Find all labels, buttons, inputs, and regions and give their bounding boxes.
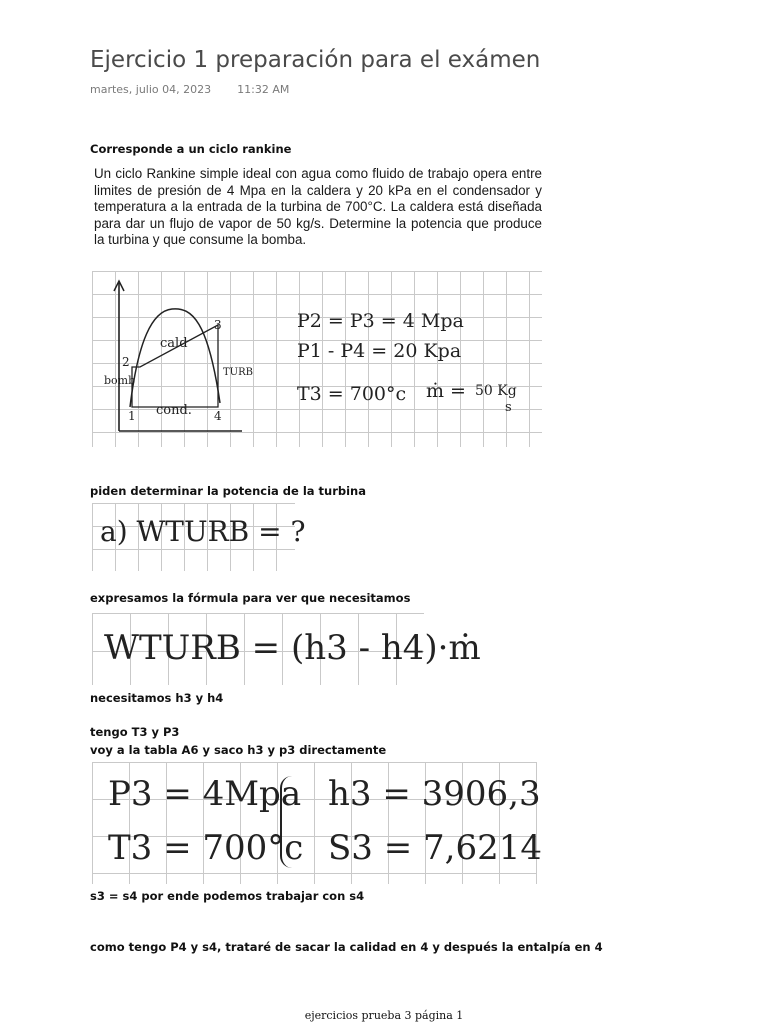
eq-pressure-high: P2 = P3 = 4 Mpa: [297, 310, 464, 332]
page-title: Ejercicio 1 preparación para el exámen: [90, 47, 541, 73]
page-footer: ejercicios prueba 3 página 1: [304, 1009, 464, 1022]
post-time: 11:32 AM: [237, 83, 290, 96]
note-table: voy a la tabla A6 y saco h3 y p3 directamente: [90, 743, 387, 757]
eq-mass-flow-num: 50 Kg: [475, 383, 517, 399]
note-next-step: como tengo P4 y s4, trataré de sacar la calidad en 4 y después la entalpía en 4: [90, 940, 603, 954]
label-bomba: bomb: [104, 374, 136, 387]
formula-image: [92, 613, 481, 685]
eq-pressure-low: P1 - P4 = 20 Kpa: [297, 340, 462, 362]
eq-mass-flow-den: s: [505, 400, 512, 415]
question-text: a) WTURB = ?: [100, 515, 306, 548]
label-cald: cald: [160, 336, 188, 351]
note-piden: piden determinar la potencia de la turbina: [90, 484, 367, 498]
sketch-grid-image: [92, 271, 542, 447]
note-intro: Corresponde a un ciclo rankine: [90, 142, 292, 156]
brace-mark: [280, 776, 304, 868]
label-state-1: 1: [128, 409, 136, 423]
value-t3: T3 = 700°c: [108, 828, 304, 868]
label-state-2: 2: [122, 355, 130, 369]
note-formula: expresamos la fórmula para ver que necesitamos: [90, 591, 411, 605]
label-state-3: 3: [214, 318, 222, 332]
note-have: tengo T3 y P3: [90, 725, 180, 739]
note-need: necesitamos h3 y h4: [90, 691, 224, 705]
value-h3: h3 = 3906,3: [328, 774, 541, 814]
formula-text: WTURB = (h3 - h4)·ṁ: [104, 628, 481, 668]
ts-diagram-sketch: [92, 271, 542, 447]
label-turb: TURB: [223, 367, 253, 378]
note-s3-s4: s3 = s4 por ende podemos trabajar con s4: [90, 889, 365, 903]
values-image: [92, 762, 542, 884]
value-p3: P3 = 4Mpa: [108, 774, 302, 814]
eq-mass-flow-lhs: ṁ =: [426, 380, 466, 402]
problem-statement: Un ciclo Rankine simple ideal con agua como fluido de trabajo opera entre limites de presión de 4 Mpa en la caldera y 20 kPa en el condensador y temperatura a la entrada de la turbina de 700°C. La caldera está diseñada para dar un flujo de vapor de 50 kg/s. Determine la potencia que produce la turbina y que consume la bomba.: [94, 166, 542, 248]
question-image: [92, 503, 306, 571]
post-date: martes, julio 04, 2023: [90, 83, 212, 96]
label-cond: cond.: [156, 403, 192, 418]
label-state-4: 4: [214, 409, 222, 423]
eq-temperature: T3 = 700°c: [297, 383, 407, 405]
value-s3: S3 = 7,6214: [328, 828, 542, 868]
post-meta: [90, 83, 289, 96]
